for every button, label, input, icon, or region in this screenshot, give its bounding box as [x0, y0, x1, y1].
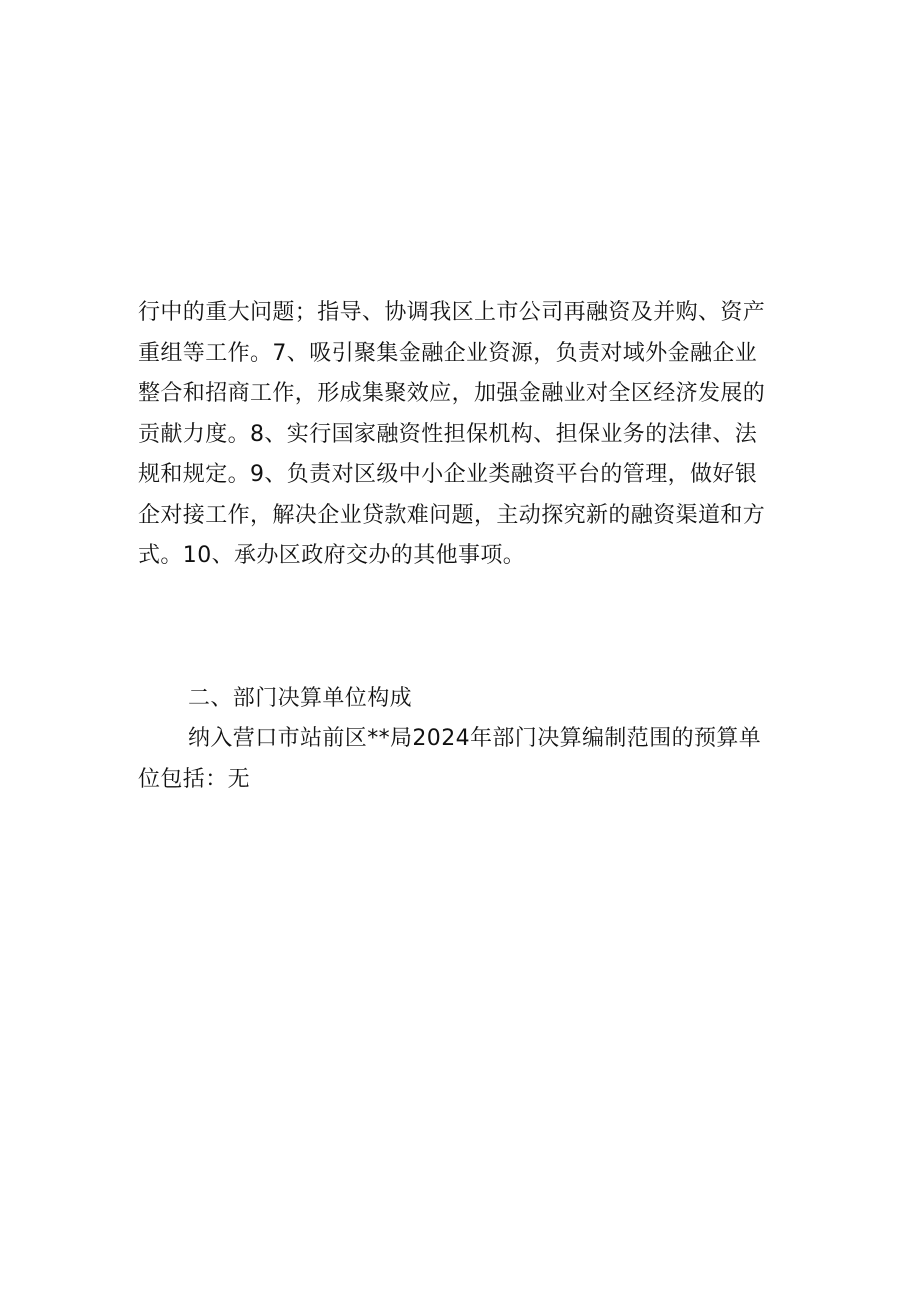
- paragraph-line: 企对接工作，解决企业贷款难问题，主动探究新的融资渠道和方: [138, 502, 766, 528]
- paragraph-line: 行中的重大问题；指导、协调我区上市公司再融资及并购、资产: [138, 300, 766, 325]
- paragraph-line: 规和规定。9、负责对区级中小企业类融资平台的管理，做好银: [138, 462, 758, 487]
- paragraph-line: 重组等工作。7、吸引聚集金融企业资源，负责对域外金融企业: [138, 340, 758, 366]
- unit-composition-section: [138, 679, 788, 800]
- paragraph-line: 整合和招商工作，形成集聚效应，加强金融业对全区经济发展的: [138, 381, 766, 406]
- paragraph-line: 位包括：无: [138, 766, 251, 792]
- paragraph-line: 式。10、承办区政府交办的其他事项。: [138, 543, 526, 568]
- section-heading: 二、部门决算单位构成: [188, 686, 413, 711]
- duties-paragraph: [138, 293, 788, 577]
- paragraph-line: 纳入营口市站前区**局2024年部门决算编制范围的预算单: [188, 726, 762, 751]
- paragraph-line: 贡献力度。8、实行国家融资性担保机构、担保业务的法律、法: [138, 421, 758, 447]
